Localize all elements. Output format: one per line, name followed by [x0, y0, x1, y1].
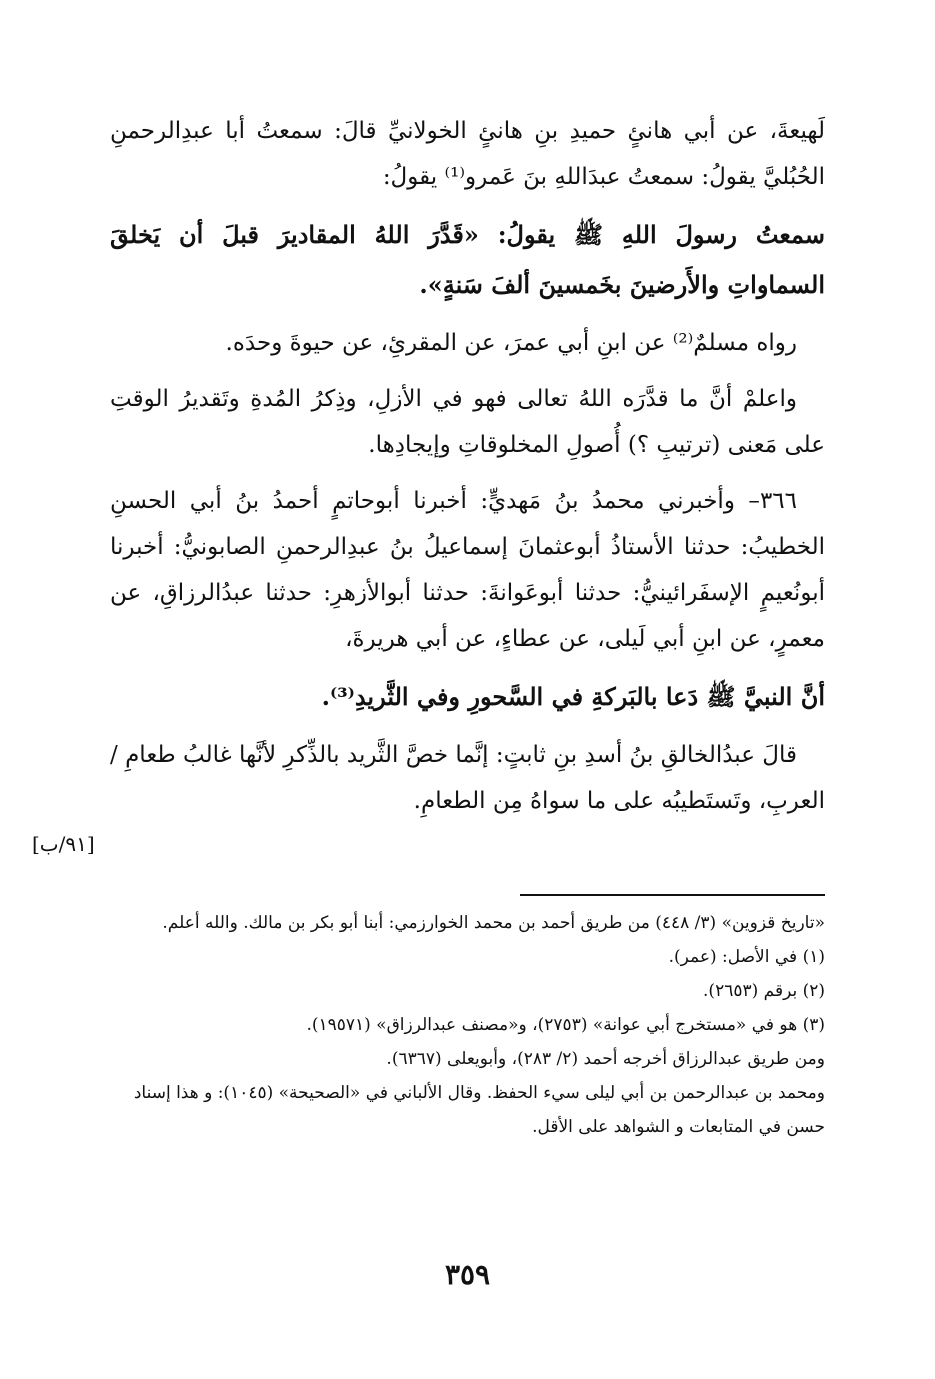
footnotes — [110, 906, 825, 1144]
footnote-3: (٣) هو في «مستخرج أبي عوانة» (٢٧٥٣)، و«مصنف عبدالرزاق» (١٩٥٧١). — [306, 1015, 825, 1035]
paragraph-isnad-366: ٣٦٦– وأخبرني محمدُ بنُ مَهديٍّ: أخبرنا أبوحاتمٍ أحمدُ بنُ أبي الحسنِ الخطيبُ: حدثنا الأستاذُ أبوعثمانَ إسماعيلُ بنُ عبدِالرحمنِ الصابونيُّ: أخبرنا أبونُعيمٍ الإسفَرائينيُّ: حدثنا أبوعَوانةَ: حدثنا أبوالأزهرِ: حدثنا عبدُالرزاقِ، عن معمرٍ، عن ابنِ أبي لَيلى، عن عطاءٍ، عن أبي هريرةَ، — [110, 488, 825, 652]
footnote-1: (١) في الأصل: (عمر). — [668, 947, 825, 967]
footnote-divider — [520, 894, 825, 896]
paragraph-commentary-tharid: قالَ عبدُالخالقِ بنُ أسدِ بنِ ثابتٍ: إنَّما خصَّ الثَّريد بالذِّكرِ لأنَّها غالبُ طعامِ / العربِ، وتَستَطيبُه على ما سواهُ مِن الطعامِ. — [110, 742, 825, 814]
page-number: ٣٥٩ — [444, 1258, 491, 1291]
footnote-2: (٢) برقم (٢٦٥٣). — [703, 981, 825, 1001]
hadith-text-qadar: سمعتُ رسولَ اللهِ ﷺ يقولُ: «قَدَّرَ اللهُ المقاديرَ قبلَ أن يَخلقَ السماواتِ والأَرضينَ بخَمسينَ ألفَ سَنةٍ». — [110, 220, 825, 299]
footnote-3-line-2: ومن طريق عبدالرزاق أخرجه أحمد (٢/ ٢٨٣)، وأبويعلى (٦٣٦٧). — [386, 1049, 825, 1069]
main-text — [110, 108, 825, 824]
hadith-text-baraka: أنَّ النبيَّ ﷺ دَعا بالبَركةِ في السَّحورِ وفي الثَّريدِ⁽³⁾. — [321, 682, 825, 711]
footnote-continuation: «تاريخ قزوين» (٣/ ٤٤٨) من طريق أحمد بن محمد الخوارزمي: أبنا أبو بكر بن مالك. والله أعلم. — [162, 913, 825, 933]
footnote-3-line-3: ومحمد بن عبدالرحمن بن أبي ليلى سيء الحفظ. وقال الألباني في «الصحيحة» (١٠٤٥): و هذا إسناد حسن في المتابعات و الشواهد على الأقل. — [133, 1083, 825, 1137]
paragraph-commentary: واعلمْ أنَّ ما قدَّرَه اللهُ تعالى فهو في الأزلِ، وذِكرُ المُدةِ وتَقديرُ الوقتِ على مَعنى (ترتيبِ ؟) أُصولِ المخلوقاتِ وإيجادِها. — [110, 386, 825, 458]
paragraph-isnad-intro: لَهيعةَ، عن أبي هانئٍ حميدِ بنِ هانئٍ الخولانيِّ قالَ: سمعتُ أبا عبدِالرحمنِ الحُبُليَّ يقولُ: سمعتُ عبدَاللهِ بنَ عَمرو⁽¹⁾ يقولُ: — [110, 118, 825, 190]
paragraph-takhrij-muslim: رواه مسلمٌ⁽²⁾ عن ابنِ أبي عمرَ، عن المقرئِ، عن حيوةَ وحدَه. — [225, 330, 797, 356]
manuscript-folio-note: [٩١/ب] — [32, 832, 95, 856]
